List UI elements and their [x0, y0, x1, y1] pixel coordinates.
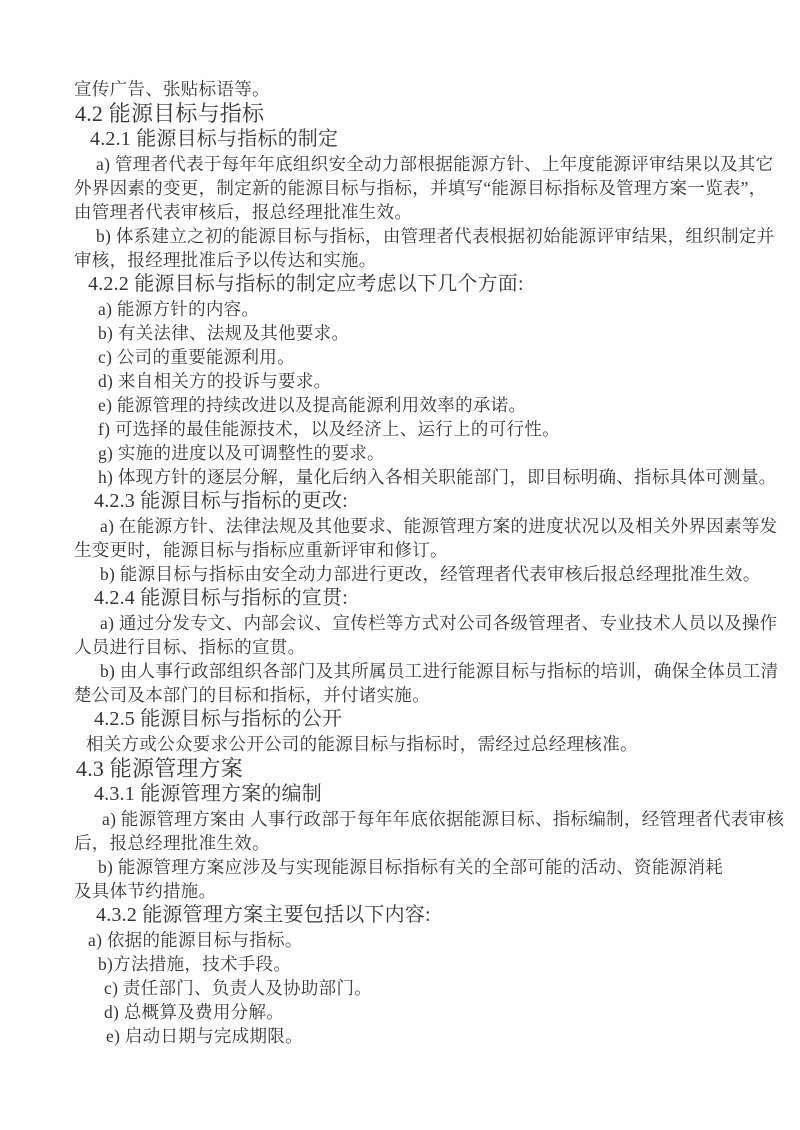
paragraph-line: h) 体现方针的逐层分解，量化后纳入各相关职能部门，即目标明确、指标具体可测量。: [98, 467, 777, 487]
paragraph-line: c) 公司的重要能源利用。: [98, 347, 295, 367]
paragraph-line: b) 能源目标与指标由安全动力部进行更改，经管理者代表审核后报总经理批准生效。: [100, 564, 761, 584]
paragraph-line: a) 能源管理方案由 人事行政部于每年年底依据能源目标、指标编制，经管理者代表审核: [102, 809, 785, 829]
paragraph-line: a) 管理者代表于每年年底组织安全动力部根据能源方针、上年度能源评审结果以及其它: [96, 154, 774, 174]
paragraph-line: b)方法措施，技术手段。: [98, 954, 292, 974]
paragraph-line: a) 在能源方针、法律法规及其他要求、能源管理方案的进度状况以及相关外界因素等发: [100, 516, 778, 536]
paragraph-line: 宣传广告、张贴标语等。: [74, 79, 270, 99]
paragraph-line: 相关方或公众要求公开公司的能源目标与指标时，需经过总经理核准。: [86, 734, 638, 754]
paragraph-line: 由管理者代表审核后，报总经理批准生效。: [74, 202, 413, 222]
paragraph-line: b) 能源管理方案应涉及与实现能源目标指标有关的全部可能的活动、资能源消耗: [98, 857, 724, 877]
paragraph-line: d) 总概算及费用分解。: [104, 1002, 285, 1022]
paragraph-line: 生变更时，能源目标与指标应重新评审和修订。: [74, 540, 448, 560]
paragraph-line: a) 能源方针的内容。: [98, 299, 260, 319]
paragraph-line: 后，报总经理批准生效。: [74, 833, 270, 853]
subsection-heading: 4.2.2 能源目标与指标的制定应考虑以下几个方面:: [88, 273, 524, 295]
paragraph-line: a) 通过分发专文、内部会议、宣传栏等方式对公司各级管理者、专业技术人员以及操作: [100, 613, 778, 633]
paragraph-line: f) 可选择的最佳能源技术，以及经济上、运行上的可行性。: [98, 419, 560, 439]
paragraph-line: e) 能源管理的持续改进以及提高能源利用效率的承诺。: [98, 395, 527, 415]
paragraph-line: e) 启动日期与完成期限。: [106, 1026, 303, 1046]
paragraph-line: a) 依据的能源目标与指标。: [88, 930, 303, 950]
paragraph-line: b) 由人事行政部组织各部门及其所属员工进行能源目标与指标的培训，确保全体员工清: [100, 661, 779, 681]
paragraph-line: b) 体系建立之初的能源目标与指标，由管理者代表根据初始能源评审结果，组织制定并: [96, 226, 775, 246]
paragraph-line: 审核，报经理批准后予以传达和实施。: [74, 250, 377, 270]
subsection-heading: 4.2.1 能源目标与指标的制定: [90, 128, 339, 150]
subsection-heading: 4.2.3 能源目标与指标的更改:: [94, 490, 348, 512]
paragraph-line: 及具体节约措施。: [74, 881, 217, 901]
subsection-heading: 4.3.2 能源管理方案主要包括以下内容:: [96, 904, 431, 926]
paragraph-line: 楚公司及本部门的目标和指标，并付诸实施。: [74, 685, 430, 705]
paragraph-line: c) 责任部门、负责人及协助部门。: [104, 978, 373, 998]
document-body: [74, 77, 785, 1048]
paragraph-line: d) 来自相关方的投诉与要求。: [98, 371, 332, 391]
subsection-heading: 4.3.1 能源管理方案的编制: [94, 783, 322, 805]
section-heading: 4.3 能源管理方案: [76, 756, 244, 781]
paragraph-line: g) 实施的进度以及可调整性的要求。: [98, 443, 385, 463]
subsection-heading: 4.2.4 能源目标与指标的宣贯:: [94, 587, 348, 609]
subsection-heading: 4.2.5 能源目标与指标的公开: [94, 708, 343, 730]
paragraph-line: b) 有关法律、法规及其他要求。: [98, 323, 350, 343]
paragraph-line: 人员进行目标、指标的宣贯。: [74, 637, 306, 657]
section-heading: 4.2 能源目标与指标: [75, 101, 265, 126]
paragraph-line: 外界因素的变更，制定新的能源目标与指标，并填写“能源目标指标及管理方案一览表”，: [74, 178, 767, 198]
